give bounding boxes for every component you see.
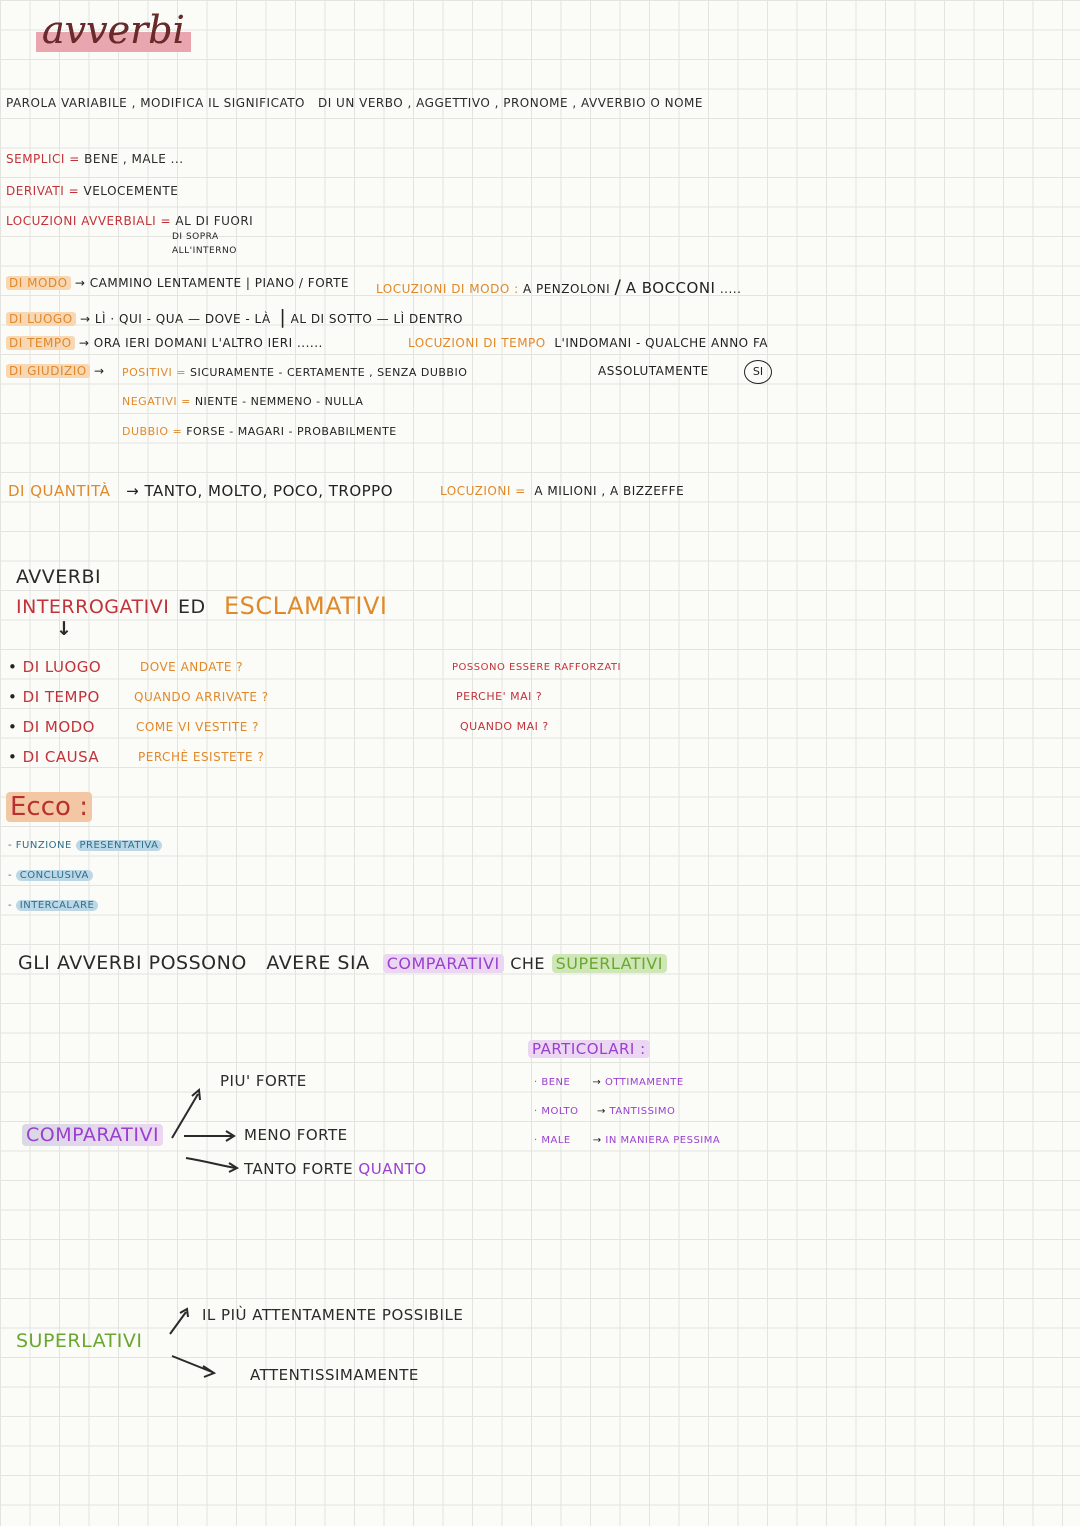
modo-loc-items: A PENZOLONI [522, 282, 611, 296]
type-value: BENE , MALE ... [84, 152, 184, 166]
superlativi-label: SUPERLATIVI [16, 1330, 143, 1352]
modo-loc-items-2: A BOCCONI [625, 279, 716, 297]
arrow-icon: → [596, 1106, 606, 1117]
ecco-title: Ecco : [6, 792, 92, 822]
superlativo-item: ATTENTISSIMAMENTE [250, 1366, 419, 1384]
tempo-loc-items: L'INDOMANI - QUALCHE ANNO FA [554, 336, 768, 350]
rafforzati-example-2: QUANDO MAI ? [460, 720, 549, 733]
modo-loc-dots: ..... [719, 282, 742, 296]
arrow-icon: → [592, 1135, 602, 1146]
dubbio-items: FORSE - MAGARI - PROBABILMENTE [186, 425, 397, 438]
ecco-value: INTERCALARE [16, 900, 99, 911]
degrees-comparativi: COMPARATIVI [383, 954, 504, 973]
interrogativi-row-luogo: • DI LUOGO [8, 658, 102, 676]
luogo-items-2: AL DI SOTTO — LÌ DENTRO [290, 312, 463, 326]
type-label: LOCUZIONI AVVERBIALI [6, 214, 157, 228]
quantita-loc-label: LOCUZIONI [440, 484, 511, 498]
luogo-label: DI LUOGO [6, 312, 76, 326]
quantita-loc-sep: = [515, 484, 526, 498]
type-label: SEMPLICI [6, 152, 65, 166]
arrow-down-line [186, 1158, 236, 1168]
definition-part-4: , AGGETTIVO , PRONOME , AVVERBIO O NOME [407, 96, 703, 110]
superlativo-item: IL PIÙ ATTENTAMENTE POSSIBILE [202, 1306, 464, 1324]
arrow-icon: → [592, 1077, 602, 1088]
modo-loc-label: LOCUZIONI DI MODO : [376, 282, 519, 296]
type-value: VELOCEMENTE [83, 184, 179, 198]
definition-part-1: PAROLA VARIABILE [6, 96, 128, 110]
interrogativi-heading-2: INTERROGATIVI [16, 596, 170, 618]
comparativi-label: COMPARATIVI [22, 1124, 163, 1146]
ecco-prefix: - [8, 900, 13, 911]
quantita-items: TANTO, MOLTO, POCO, TROPPO [144, 482, 394, 500]
giudizio-label: DI GIUDIZIO [6, 364, 90, 378]
comparativo-tanto-quanto [244, 1160, 427, 1178]
ecco-value: CONCLUSIVA [16, 870, 93, 881]
comparativo-item: PIU' FORTE [220, 1072, 307, 1090]
locuzioni-extra-2: ALL'INTERNO [172, 246, 237, 256]
tempo-items: ORA IERI DOMANI L'ALTRO IERI ...... [93, 336, 323, 350]
particolari-value: TANTISSIMO [609, 1106, 676, 1117]
interrogativi-row-causa: • DI CAUSA [8, 748, 100, 766]
type-sep: = [160, 214, 172, 228]
particolari-label: · MALE [534, 1135, 571, 1146]
arrow-icon: → [79, 312, 91, 326]
arrow-icon: → [74, 276, 86, 290]
sup-arrow-up-line [170, 1312, 186, 1334]
type-sep: = [69, 152, 80, 166]
arrow-icon: → [126, 482, 140, 500]
degrees-sentence-b: AVERE SIA [266, 952, 370, 974]
comparativo-quanto: QUANTO [358, 1160, 427, 1178]
interrogativi-label: DI TEMPO [22, 688, 100, 706]
positivi-items: SICURAMENTE - CERTAMENTE , SENZA DUBBIO [189, 366, 468, 379]
modo-locuzioni: LOCUZIONI DI MODO : A PENZOLONI / A BOCCONI ..... [376, 276, 742, 298]
tempo-loc-label: LOCUZIONI DI TEMPO [408, 336, 546, 350]
quantita-loc-items: A MILIONI , A BIZZEFFE [534, 484, 685, 498]
interrogativi-label: DI LUOGO [22, 658, 102, 676]
particolari-value: IN MANIERA PESSIMA [605, 1135, 721, 1146]
arrow-up-line [172, 1094, 198, 1138]
interrogativi-example: PERCHÈ ESISTETE ? [138, 750, 265, 764]
degrees-superlativi: SUPERLATIVI [552, 954, 667, 973]
interrogativi-label: DI CAUSA [22, 748, 100, 766]
type-value: AL DI FUORI [175, 214, 254, 228]
dubbio-label: DUBBIO = [122, 425, 183, 438]
degrees-sentence-a: GLI AVVERBI POSSONO [18, 952, 247, 974]
quantita-label: DI QUANTITÀ [8, 482, 111, 500]
arrow-icon: → [94, 364, 105, 378]
particolari-label: · BENE [534, 1077, 571, 1088]
interrogativi-heading-1: AVVERBI [16, 566, 102, 588]
particolari-label: · MOLTO [534, 1106, 579, 1117]
particolari-title: PARTICOLARI : [528, 1040, 650, 1058]
ecco-prefix: - FUNZIONE [8, 840, 72, 851]
arrow-icon: → [78, 336, 90, 350]
comparativo-item: MENO FORTE [244, 1126, 348, 1144]
particolari-value: OTTIMAMENTE [605, 1077, 684, 1088]
interrogativi-row-modo: • DI MODO [8, 718, 95, 736]
comparativo-item: TANTO FORTE [244, 1160, 354, 1178]
definition-part-3: DI UN VERBO [317, 96, 404, 110]
interrogativi-label: DI MODO [22, 718, 95, 736]
interrogativi-example: DOVE ANDATE ? [140, 660, 244, 674]
definition-part-2: , MODIFICA IL SIGNIFICATO [131, 96, 305, 110]
type-label: DERIVATI [6, 184, 65, 198]
ecco-value: PRESENTATIVA [76, 840, 163, 851]
interrogativi-example: COME VI VESTITE ? [136, 720, 260, 734]
rafforzati-note: POSSONO ESSERE RAFFORZATI [452, 662, 621, 673]
type-sep: = [68, 184, 80, 198]
negativi-label: NEGATIVI = [122, 395, 191, 408]
interrogativi-row-tempo: • DI TEMPO [8, 688, 100, 706]
modo-label: DI MODO [6, 276, 71, 290]
positivi-extra: ASSOLUTAMENTE [598, 364, 709, 378]
sup-arrow-down-line [172, 1356, 212, 1372]
page-title: avverbi [36, 8, 191, 52]
ecco-prefix: - [8, 870, 13, 881]
modo-items: CAMMINO LENTAMENTE | PIANO / FORTE [89, 276, 350, 290]
si-circle: SI [744, 360, 772, 384]
locuzioni-extra-1: DI SOPRA [172, 232, 219, 242]
positivi-label: POSITIVI = [122, 366, 186, 379]
rafforzati-example-1: PERCHE' MAI ? [456, 690, 543, 703]
negativi-items: NIENTE - NEMMENO - NULLA [194, 395, 364, 408]
esclamativi-heading: ESCLAMATIVI [224, 592, 388, 620]
luogo-items: LÌ · QUI - QUA — DOVE - LÀ [94, 312, 271, 326]
down-arrow-icon: ↓ [56, 618, 72, 640]
interrogativi-and: ED [178, 596, 206, 618]
degrees-che: CHE [510, 954, 546, 973]
tempo-label: DI TEMPO [6, 336, 75, 350]
interrogativi-example: QUANDO ARRIVATE ? [134, 690, 269, 704]
row-luogo: DI LUOGO → LÌ · QUI - QUA — DOVE - LÀ | AL DI SOTTO — LÌ DENTRO [6, 306, 463, 328]
